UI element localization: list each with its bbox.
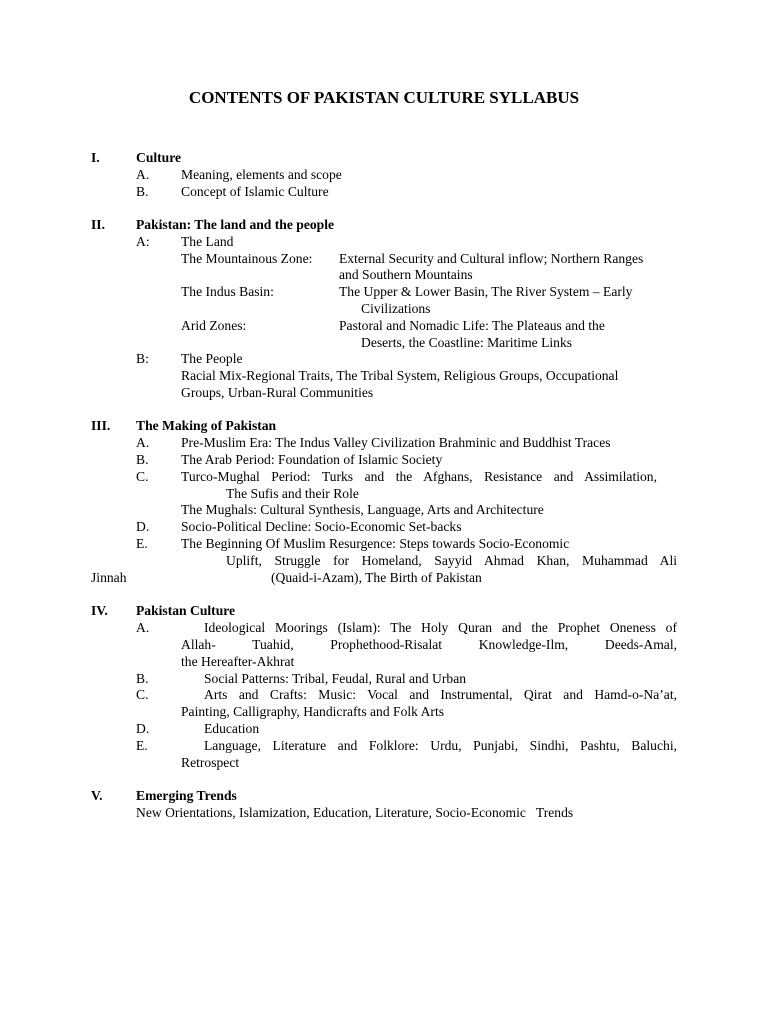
item-description: Racial Mix-Regional Traits, The Tribal System, Religious Groups, Occupational bbox=[181, 368, 619, 383]
item-marker: D. bbox=[136, 519, 150, 534]
item-marker: E. bbox=[136, 738, 148, 753]
section-number: I. bbox=[91, 150, 100, 165]
item-text: Meaning, elements and scope bbox=[181, 167, 342, 182]
item-text: Arts and Crafts: Music: Vocal and Instrumental, Qirat and Hamd-o-Na’at, bbox=[204, 687, 677, 702]
item-text: Ideological Moorings (Islam): The Holy Quran and the Prophet Oneness of bbox=[204, 620, 677, 635]
item-text: Socio-Political Decline: Socio-Economic Set-backs bbox=[181, 519, 462, 534]
item-text: The Mughals: Cultural Synthesis, Language, Arts and Architecture bbox=[181, 502, 544, 517]
item-marker: B. bbox=[136, 184, 149, 199]
section-heading: Pakistan Culture bbox=[136, 603, 236, 618]
item-text: (Quaid-i-Azam), The Birth of Pakistan bbox=[271, 570, 482, 585]
item-description: Groups, Urban-Rural Communities bbox=[181, 385, 374, 400]
item-marker: E. bbox=[136, 536, 148, 551]
item-marker: A. bbox=[136, 435, 150, 450]
zone-description: Pastoral and Nomadic Life: The Plateaus and the bbox=[339, 318, 605, 333]
item-marker: B: bbox=[136, 351, 149, 366]
item-marker: C. bbox=[136, 469, 149, 484]
item-marker: B. bbox=[136, 671, 149, 686]
item-text: Education bbox=[204, 721, 260, 736]
page-title: CONTENTS OF PAKISTAN CULTURE SYLLABUS bbox=[188, 88, 580, 107]
item-text: Allah- Tuahid, Prophethood-Risalat Knowledge-Ilm, Deeds-Amal, bbox=[181, 637, 677, 652]
item-text: Pre-Muslim Era: The Indus Valley Civilization Brahminic and Buddhist Traces bbox=[181, 435, 611, 450]
item-text: the Hereafter-Akhrat bbox=[181, 654, 295, 669]
section-heading: Culture bbox=[136, 150, 182, 165]
item-text: Jinnah bbox=[91, 570, 127, 585]
item-text: The Beginning Of Muslim Resurgence: Steps towards Socio-Economic bbox=[181, 536, 570, 551]
zone-description: External Security and Cultural inflow; Northern Ranges bbox=[339, 251, 644, 266]
section-number: V. bbox=[91, 788, 103, 803]
zone-label: Arid Zones: bbox=[181, 318, 247, 333]
zone-description: The Upper & Lower Basin, The River System – Early bbox=[339, 284, 633, 299]
section-heading: Emerging Trends bbox=[136, 788, 237, 803]
zone-description: and Southern Mountains bbox=[339, 267, 473, 282]
item-marker: D. bbox=[136, 721, 150, 736]
item-text: Concept of Islamic Culture bbox=[181, 184, 329, 199]
section-number: II. bbox=[91, 217, 105, 232]
zone-label: The Mountainous Zone: bbox=[181, 251, 313, 266]
section-number: III. bbox=[91, 418, 111, 433]
item-text: The People bbox=[181, 351, 243, 366]
zone-description: Deserts, the Coastline: Maritime Links bbox=[361, 335, 573, 350]
section-heading: Pakistan: The land and the people bbox=[136, 217, 335, 232]
item-text: Social Patterns: Tribal, Feudal, Rural and Urban bbox=[204, 671, 467, 686]
item-text: Retrospect bbox=[181, 755, 240, 770]
item-text: The Sufis and their Role bbox=[226, 486, 359, 501]
item-text: The Land bbox=[181, 234, 234, 249]
item-marker: B. bbox=[136, 452, 149, 467]
item-marker: C. bbox=[136, 687, 149, 702]
zone-label: The Indus Basin: bbox=[181, 284, 274, 299]
item-marker: A. bbox=[136, 167, 150, 182]
item-marker: A. bbox=[136, 620, 150, 635]
item-marker: A: bbox=[136, 234, 150, 249]
item-text: Uplift, Struggle for Homeland, Sayyid Ahmad Khan, Muhammad Ali bbox=[226, 553, 677, 568]
section-number: IV. bbox=[91, 603, 108, 618]
item-text: Turco-Mughal Period: Turks and the Afghans, Resistance and Assimilation, bbox=[181, 469, 657, 484]
item-text: Painting, Calligraphy, Handicrafts and Folk Arts bbox=[181, 704, 445, 719]
item-text: New Orientations, Islamization, Education, Literature, Socio-Economic Trends bbox=[136, 805, 574, 820]
item-text: The Arab Period: Foundation of Islamic Society bbox=[181, 452, 443, 467]
item-text: Language, Literature and Folklore: Urdu, Punjabi, Sindhi, Pashtu, Baluchi, bbox=[204, 738, 677, 753]
section-heading: The Making of Pakistan bbox=[136, 418, 277, 433]
zone-description: Civilizations bbox=[361, 301, 431, 316]
